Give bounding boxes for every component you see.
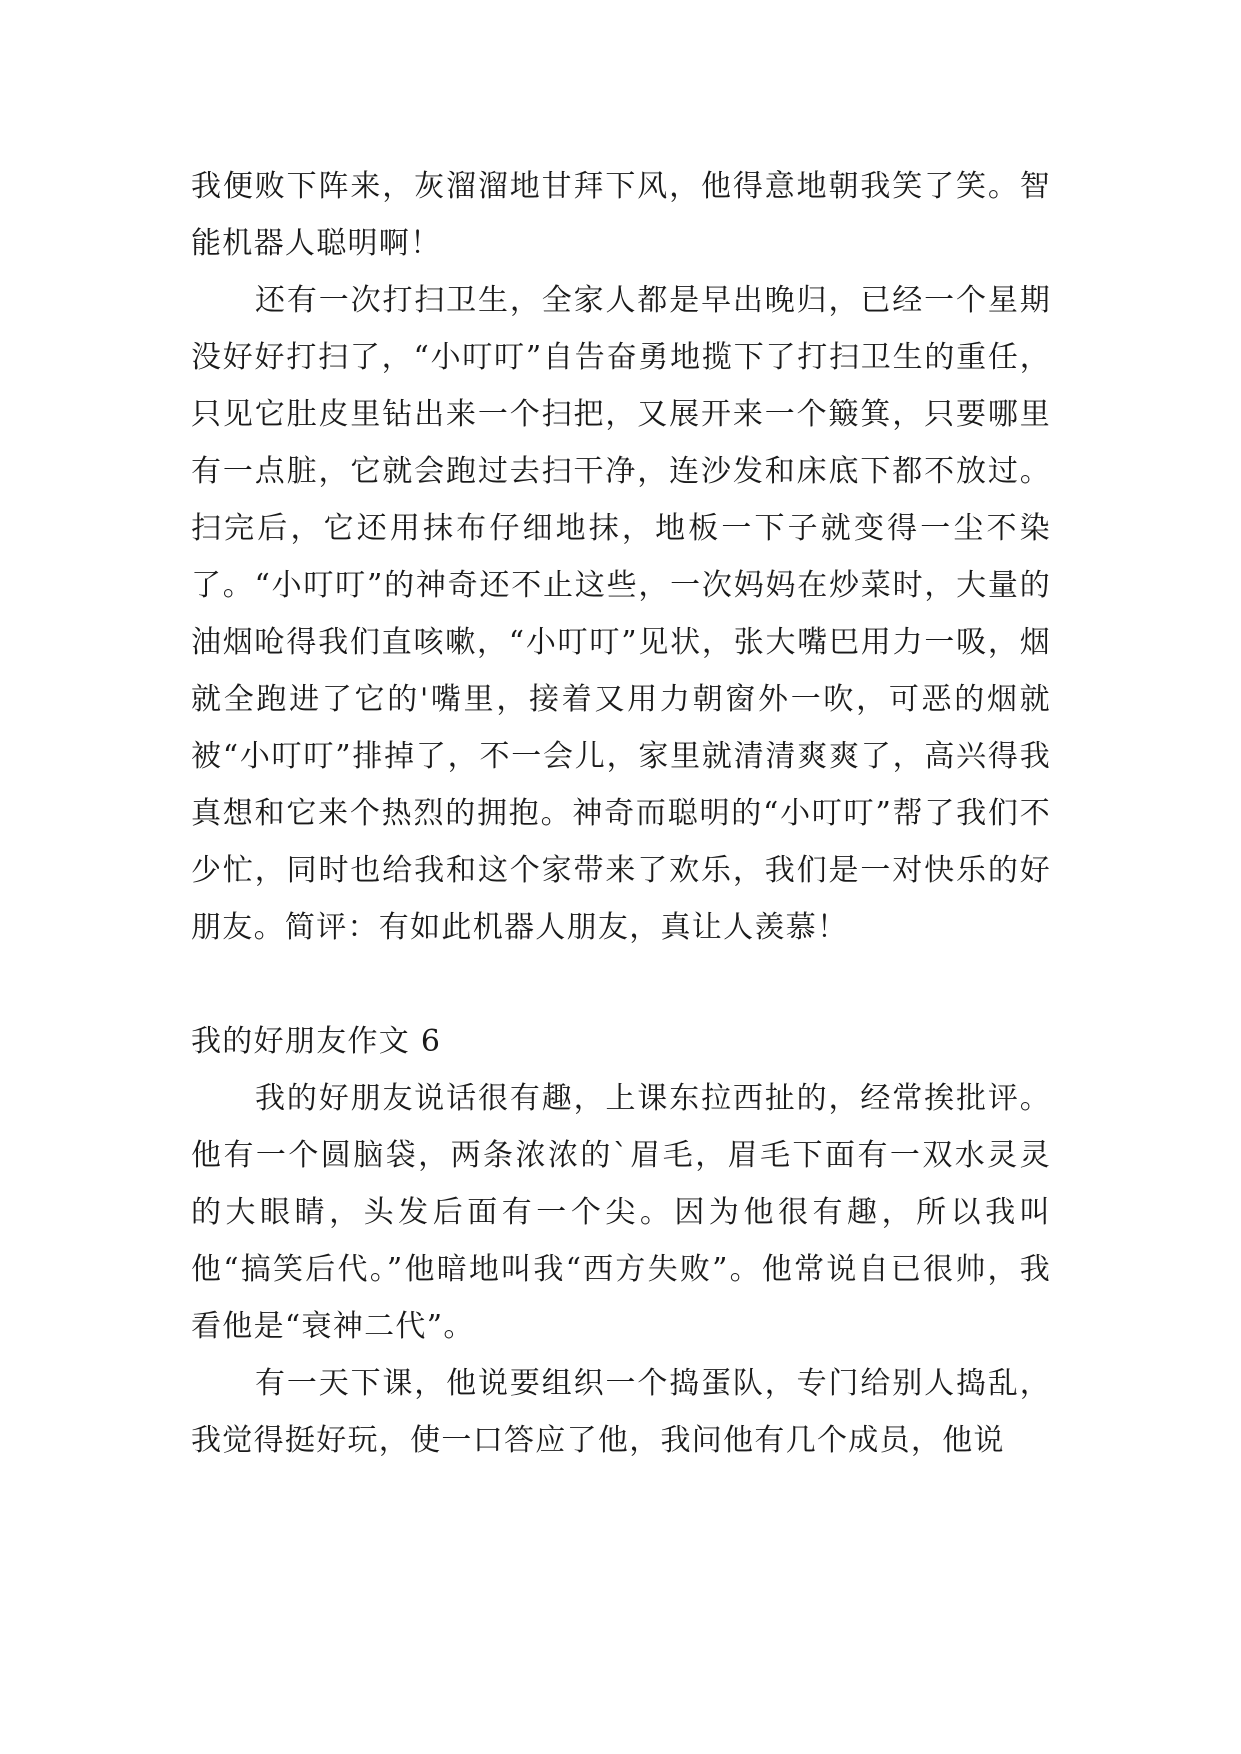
paragraph: 还有一次打扫卫生，全家人都是早出晚归，已经一个星期没好好打扫了，“小叮叮”自告奋勇地揽下了打扫卫生的重任，只见它肚皮里钻出来一个扫把，又展开来一个簸箕，只要哪里有一点脏，它就会跑过去扫干净，连沙发和床底下都不放过。扫完后，它还用抹布仔细地抹，地板一下子就变得一尘不染了。“小叮叮”的神奇还不止这些，一次妈妈在炒菜时，大量的油烟呛得我们直咳嗽，“小叮叮”见状，张大嘴巴用力一吸，烟就全跑进了它的'嘴里，接着又用力朝窗外一吹，可恶的烟就被“小叮叮”排掉了，不一会儿，家里就清清爽爽了，高兴得我真想和它来个热烈的拥抱。神奇而聪明的“小叮叮”帮了我们不少忙，同时也给我和这个家带来了欢乐，我们是一对快乐的好朋友。简评：有如此机器人朋友，真让人羡慕！ — [191, 283, 1051, 945]
paragraph: 我便败下阵来，灰溜溜地甘拜下风，他得意地朝我笑了笑。智能机器人聪明啊！ — [191, 169, 1051, 261]
paragraph: 有一天下课，他说要组织一个捣蛋队，专门给别人捣乱，我觉得挺好玩，使一口答应了他，我问他有几个成员，他说 — [191, 1366, 1051, 1458]
paragraph: 我的好朋友说话很有趣，上课东拉西扯的，经常挨批评。他有一个圆脑袋，两条浓浓的`眉毛，眉毛下面有一双水灵灵的大眼睛，头发后面有一个尖。因为他很有趣，所以我叫他“搞笑后代。”他暗地叫我“西方失败”。他常说自已很帅，我看他是“衰神二代”。 — [191, 1081, 1051, 1344]
document-body — [191, 158, 1051, 1469]
section-heading: 我的好朋友作文 6 — [191, 1024, 442, 1059]
